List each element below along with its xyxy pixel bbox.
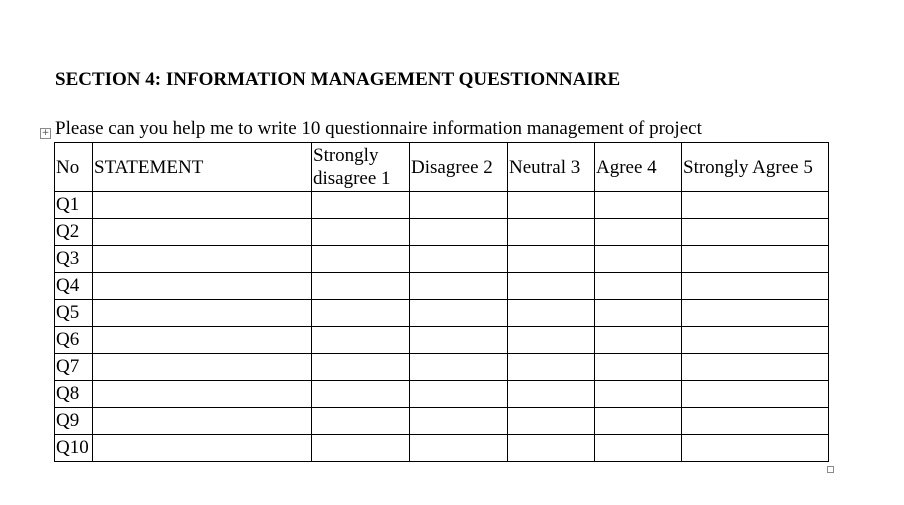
rating-cell[interactable] bbox=[312, 192, 410, 219]
table-row bbox=[55, 192, 829, 219]
rating-cell[interactable] bbox=[595, 273, 682, 300]
row-number-cell[interactable]: Q10 bbox=[55, 435, 93, 462]
row-number-cell[interactable]: Q4 bbox=[55, 273, 93, 300]
rating-cell[interactable] bbox=[312, 273, 410, 300]
statement-cell[interactable] bbox=[93, 435, 312, 462]
rating-cell[interactable] bbox=[595, 219, 682, 246]
rating-cell[interactable] bbox=[595, 381, 682, 408]
table-row bbox=[55, 354, 829, 381]
rating-cell[interactable] bbox=[312, 408, 410, 435]
table-resize-handle-icon[interactable] bbox=[827, 466, 834, 473]
rating-cell[interactable] bbox=[508, 381, 595, 408]
questionnaire-table bbox=[54, 142, 829, 462]
rating-cell[interactable] bbox=[508, 192, 595, 219]
rating-cell[interactable] bbox=[410, 246, 508, 273]
rating-cell[interactable] bbox=[312, 300, 410, 327]
header-cell-agree[interactable]: Agree 4 bbox=[595, 143, 682, 192]
header-cell-strongly-disagree[interactable]: Strongly disagree 1 bbox=[312, 143, 410, 192]
rating-cell[interactable] bbox=[410, 435, 508, 462]
rating-cell[interactable] bbox=[312, 327, 410, 354]
row-number-cell[interactable]: Q9 bbox=[55, 408, 93, 435]
statement-cell[interactable] bbox=[93, 300, 312, 327]
statement-cell[interactable] bbox=[93, 408, 312, 435]
statement-cell[interactable] bbox=[93, 246, 312, 273]
header-cell-disagree[interactable]: Disagree 2 bbox=[410, 143, 508, 192]
table-row bbox=[55, 219, 829, 246]
statement-cell[interactable] bbox=[93, 273, 312, 300]
row-number-cell[interactable]: Q5 bbox=[55, 300, 93, 327]
rating-cell[interactable] bbox=[410, 381, 508, 408]
table-row bbox=[55, 273, 829, 300]
rating-cell[interactable] bbox=[312, 246, 410, 273]
rating-cell[interactable] bbox=[682, 219, 829, 246]
rating-cell[interactable] bbox=[410, 273, 508, 300]
statement-cell[interactable] bbox=[93, 327, 312, 354]
row-number-cell[interactable]: Q8 bbox=[55, 381, 93, 408]
table-row bbox=[55, 300, 829, 327]
rating-cell[interactable] bbox=[595, 435, 682, 462]
header-cell-no[interactable]: No bbox=[55, 143, 93, 192]
rating-cell[interactable] bbox=[682, 192, 829, 219]
table-row bbox=[55, 246, 829, 273]
rating-cell[interactable] bbox=[595, 246, 682, 273]
rating-cell[interactable] bbox=[508, 273, 595, 300]
rating-cell[interactable] bbox=[595, 300, 682, 327]
row-number-cell[interactable]: Q3 bbox=[55, 246, 93, 273]
rating-cell[interactable] bbox=[508, 246, 595, 273]
table-row bbox=[55, 327, 829, 354]
rating-cell[interactable] bbox=[312, 435, 410, 462]
rating-cell[interactable] bbox=[595, 327, 682, 354]
statement-cell[interactable] bbox=[93, 354, 312, 381]
rating-cell[interactable] bbox=[410, 192, 508, 219]
rating-cell[interactable] bbox=[410, 300, 508, 327]
rating-cell[interactable] bbox=[682, 246, 829, 273]
rating-cell[interactable] bbox=[410, 408, 508, 435]
rating-cell[interactable] bbox=[508, 219, 595, 246]
table-row bbox=[55, 408, 829, 435]
row-number-cell[interactable]: Q1 bbox=[55, 192, 93, 219]
rating-cell[interactable] bbox=[682, 435, 829, 462]
rating-cell[interactable] bbox=[508, 435, 595, 462]
rating-cell[interactable] bbox=[410, 327, 508, 354]
rating-cell[interactable] bbox=[410, 354, 508, 381]
table-row bbox=[55, 381, 829, 408]
rating-cell[interactable] bbox=[595, 192, 682, 219]
row-number-cell[interactable]: Q7 bbox=[55, 354, 93, 381]
table-header-row bbox=[55, 143, 829, 192]
statement-cell[interactable] bbox=[93, 219, 312, 246]
statement-cell[interactable] bbox=[93, 381, 312, 408]
rating-cell[interactable] bbox=[508, 300, 595, 327]
rating-cell[interactable] bbox=[595, 408, 682, 435]
rating-cell[interactable] bbox=[682, 381, 829, 408]
rating-cell[interactable] bbox=[312, 354, 410, 381]
rating-cell[interactable] bbox=[682, 273, 829, 300]
intro-text[interactable]: Please can you help me to write 10 questionnaire information management of project bbox=[55, 118, 702, 139]
header-cell-neutral[interactable]: Neutral 3 bbox=[508, 143, 595, 192]
statement-cell[interactable] bbox=[93, 192, 312, 219]
rating-cell[interactable] bbox=[508, 354, 595, 381]
rating-cell[interactable] bbox=[508, 327, 595, 354]
rating-cell[interactable] bbox=[682, 408, 829, 435]
rating-cell[interactable] bbox=[410, 219, 508, 246]
rating-cell[interactable] bbox=[595, 354, 682, 381]
section-title: SECTION 4: INFORMATION MANAGEMENT QUESTIONNAIRE bbox=[55, 69, 621, 90]
header-cell-statement[interactable]: STATEMENT bbox=[93, 143, 312, 192]
table-move-handle-icon[interactable]: + bbox=[41, 128, 50, 138]
rating-cell[interactable] bbox=[312, 381, 410, 408]
rating-cell[interactable] bbox=[682, 300, 829, 327]
row-number-cell[interactable]: Q6 bbox=[55, 327, 93, 354]
table-row bbox=[55, 435, 829, 462]
rating-cell[interactable] bbox=[508, 408, 595, 435]
rating-cell[interactable] bbox=[682, 327, 829, 354]
row-number-cell[interactable]: Q2 bbox=[55, 219, 93, 246]
rating-cell[interactable] bbox=[682, 354, 829, 381]
header-cell-strongly-agree[interactable]: Strongly Agree 5 bbox=[682, 143, 829, 192]
rating-cell[interactable] bbox=[312, 219, 410, 246]
